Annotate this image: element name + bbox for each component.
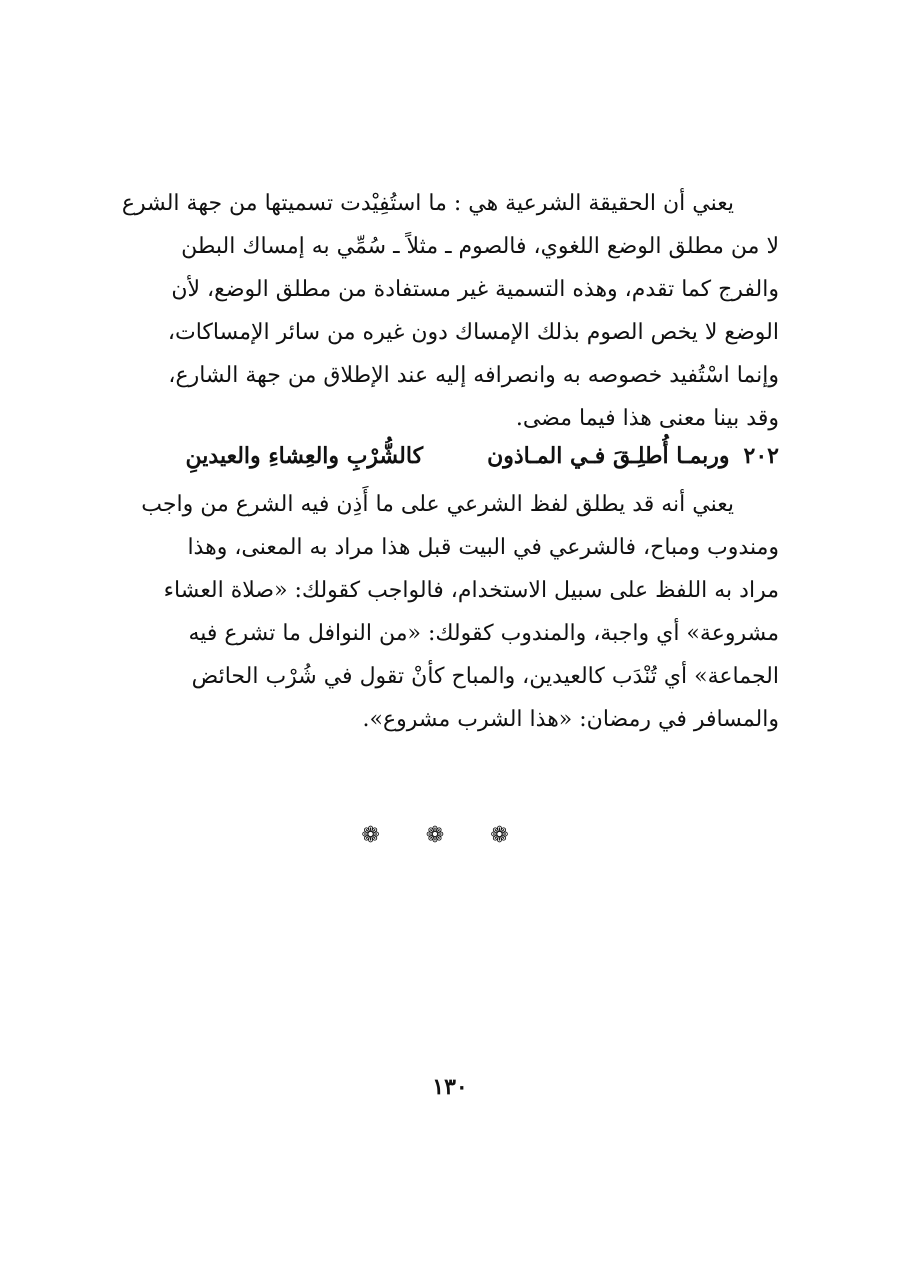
commentary-1-line-1: يعني أن الحقيقة الشرعية هي : ما استُفِيْدت تسميتها من جهة الشرع bbox=[121, 191, 734, 216]
commentary-2-line-6: والمسافر في رمضان: «هذا الشرب مشروع». bbox=[362, 707, 779, 732]
separator-flower-icon: ❁ bbox=[425, 823, 475, 848]
commentary-paragraph-2 bbox=[121, 483, 779, 741]
page-number: ١٣٠ bbox=[432, 1074, 468, 1100]
commentary-1-line-2: لا من مطلق الوضع اللغوي، فالصوم ـ مثلاً ـ سُمِّي به إمساك البطن bbox=[181, 234, 779, 259]
commentary-2-line-5: الجماعة» أي تُنْدَب كالعيدين، والمباح كأنْ تقول في شُرْب الحائض bbox=[191, 664, 779, 689]
commentary-2-line-4: مشروعة» أي واجبة، والمندوب كقولك: «من النوافل ما تشرع فيه bbox=[188, 621, 779, 646]
separator-flower-icon: ❁ bbox=[361, 823, 410, 848]
verse-first-hemistich: وربمـا أُطلِـقَ فـي المـاذون bbox=[487, 443, 730, 469]
commentary-1-line-3: والفرج كما تقدم، وهذه التسمية غير مستفادة من مطلق الوضع، لأن bbox=[171, 277, 779, 302]
commentary-1-line-6: وقد بينا معنى هذا فيما مضى. bbox=[515, 406, 779, 431]
verse-line bbox=[121, 436, 779, 476]
separator-flower-icon: ❁ bbox=[490, 823, 539, 848]
commentary-2-line-3: مراد به اللفظ على سبيل الاستخدام، فالواجب كقولك: «صلاة العشاء bbox=[163, 578, 779, 603]
commentary-2-line-2: ومندوب ومباح، فالشرعي في البيت قبل هذا مراد به المعنى، وهذا bbox=[187, 535, 779, 560]
section-separator bbox=[0, 823, 900, 848]
verse-number: ٢٠٢ bbox=[743, 443, 779, 469]
commentary-paragraph-1 bbox=[121, 182, 779, 440]
commentary-2-line-1: يعني أنه قد يطلق لفظ الشرعي على ما أَذِن فيه الشرع من واجب bbox=[141, 492, 734, 517]
commentary-1-line-5: وإنما اسْتُفيد خصوصه به وانصرافه إليه عند الإطلاق من جهة الشارع، bbox=[168, 363, 779, 388]
verse-second-hemistich: كالشُّرْبِ والعِشاءِ والعيدينِ bbox=[185, 443, 424, 469]
commentary-1-line-4: الوضع لا يخص الصوم بذلك الإمساك دون غيره من سائر الإمساكات، bbox=[167, 320, 779, 345]
